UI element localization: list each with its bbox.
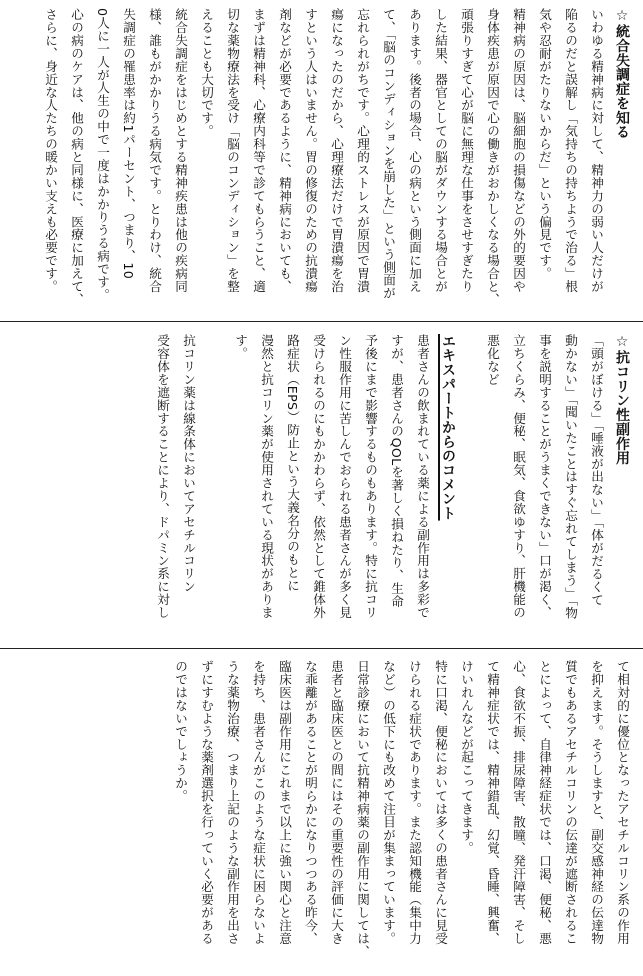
text-line: 「頭がぼける」「唾液が出ない」「体がだるくて bbox=[589, 334, 604, 607]
text-line-blank bbox=[201, 334, 227, 619]
text-line: 身体疾患が原因で心の働きがおかしくなる場合と、 bbox=[485, 8, 500, 306]
text-line: のではないでしょうか。 bbox=[173, 660, 188, 803]
text-line: うな薬物治療、つまり上記のような副作用を出さ bbox=[225, 660, 240, 945]
text-line: 臨床医は副作用にこれまで以上に強い関心と注意 bbox=[277, 660, 292, 945]
text-line: 陥るのだと誤解し「気持ちの持ちようで治る」根 bbox=[563, 8, 578, 293]
text-line: 抗コリン薬は線条体においてアセチルコリン bbox=[181, 334, 196, 593]
text-line: すが、患者さんのQOLを著しく損ねたり、生命 bbox=[389, 334, 404, 608]
text-line: けいれんなどが起こってきます。 bbox=[459, 660, 474, 855]
section-expert-continued bbox=[0, 652, 643, 976]
text-line: 漫然と抗コリン薬が使用されている現状がありま bbox=[259, 334, 274, 619]
text-line: な乖離があることが明らかになりつつある昨今、 bbox=[303, 660, 318, 945]
text-line: 切な薬物療法を受け「脳のコンディション」を整 bbox=[225, 8, 240, 293]
section-schizophrenia bbox=[0, 0, 643, 318]
text-line: 心、食欲不振、排尿障害、散瞳、発汗障害、そし bbox=[511, 660, 526, 945]
text-line: 心の病のケアは、他の病と同様に、医療に加えて、 bbox=[69, 8, 84, 306]
text-line: 質でもあるアセチルコリンの伝達が遮断されるこ bbox=[563, 660, 578, 945]
section-heading-anticholinergic: ☆抗コリン性副作用 bbox=[614, 334, 630, 466]
text-line: した結果、器官としての脳がダウンする場合とが bbox=[433, 8, 448, 293]
text-line: す。 bbox=[233, 334, 248, 360]
text-line: あります。後者の場合、心の病という側面に加え bbox=[407, 8, 422, 293]
text-line: て精神症状では、精神錯乱、幻覚、昏睡、興奮、 bbox=[485, 660, 500, 945]
schizophrenia-text-column bbox=[37, 8, 635, 306]
text-line: えることも大切です。 bbox=[199, 8, 214, 138]
text-line: 失調症の罹患率は約1パーセント、つまり、10 bbox=[121, 8, 136, 280]
text-line: て、「脳のコンディションを崩した」という側面が bbox=[381, 8, 396, 300]
text-line: 頑張りすぎて心が脳に無理な仕事をさせすぎたり bbox=[459, 8, 474, 293]
text-line: 精神病の原因は、脳細胞の損傷などの外的要因や bbox=[511, 8, 526, 293]
text-line: 忘れられがちです。心理的ストレスが原因で胃潰 bbox=[355, 8, 370, 293]
expert-comment-column bbox=[149, 334, 461, 619]
section-divider bbox=[0, 648, 643, 649]
text-line: さらに、身近な人たちの暖かい支えも必要です。 bbox=[43, 8, 58, 293]
text-line: 0人に一人が人生の中で一度はかかりうる病です。 bbox=[95, 8, 110, 302]
text-line: ン性服作用に苦しんでおられる患者さんが多く見 bbox=[337, 334, 352, 619]
text-line: て相対的に優位となったアセチルコリン系の作用 bbox=[615, 660, 630, 945]
text-line: 日常診療において抗精神病薬の副作用に関しては、 bbox=[355, 660, 370, 958]
section-anticholinergic bbox=[0, 326, 643, 644]
text-line: 患者と臨床医との間にはその重要性の評価に大き bbox=[329, 660, 344, 945]
text-line: 剤などが必要であるように、精神病においても、 bbox=[277, 8, 292, 293]
text-line: 路症状（EPS）防止という大義名分のもとに bbox=[285, 334, 300, 592]
section-heading-schizophrenia: ☆統合失調症を知る bbox=[614, 8, 630, 140]
text-line: けられる症状であります。また認知機能（集中力 bbox=[407, 660, 422, 945]
section-divider bbox=[0, 321, 643, 322]
expert-comment-heading: エキスパートからのコメント bbox=[440, 334, 456, 521]
expert-comment-continued-column bbox=[167, 660, 635, 958]
text-line: 受けられるのにもかかわらず、依然として錐体外 bbox=[311, 334, 326, 619]
text-line: 予後にまで影響するものもあります。特に抗コリ bbox=[363, 334, 378, 619]
text-line: 統合失調症をはじめとする精神疾患は他の疾病同 bbox=[173, 8, 188, 293]
text-line: まずは精神科、心療内科等で診てもらうこと、適 bbox=[251, 8, 266, 293]
text-line: 立ちくらみ、便秘、眠気、食欲ゆすり、肝機能の bbox=[511, 334, 526, 619]
text-line: とによって、自律神経症状では、口渇、便秘、悪 bbox=[537, 660, 552, 945]
text-line: ずにすむような薬剤選択を行っていく必要がある bbox=[199, 660, 214, 945]
text-line: 瘍になったのだから、心理療法だけで胃潰瘍を治 bbox=[329, 8, 344, 293]
text-line: など）の低下にも改めて注目が集まっています。 bbox=[381, 660, 396, 945]
text-line: 悪化など bbox=[485, 334, 500, 386]
text-line: を抑えます。そうしますと、副交感神経の伝達物 bbox=[589, 660, 604, 945]
text-line: 事を説明することがうまくできない」口が渇く、 bbox=[537, 334, 552, 619]
text-line: 患者さんの飲まれている薬による副作用は多彩で bbox=[415, 334, 430, 619]
text-line: 受容体を遮断することにより、ドパミン系に対し bbox=[155, 334, 170, 619]
text-line: いわゆる精神病に対して、精神力の弱い人だけが bbox=[589, 8, 604, 293]
text-line: 特に口渇、便秘においては多くの患者さんに見受 bbox=[433, 660, 448, 945]
anticholinergic-text-column bbox=[479, 334, 635, 619]
text-line: を持ち、患者さんがこのような症状に困らないよ bbox=[251, 660, 266, 945]
text-line: 様、誰もがかかりうる病気です。とりわけ、統合 bbox=[147, 8, 162, 293]
text-line: 気や忍耐がたりないからだ」という偏見です。 bbox=[537, 8, 552, 280]
text-line: 動かない」「聞いたことはすぐ忘れてしまう」「物 bbox=[563, 334, 578, 620]
text-line: すという人はいません。胃の修復のための抗潰瘍 bbox=[303, 8, 318, 293]
